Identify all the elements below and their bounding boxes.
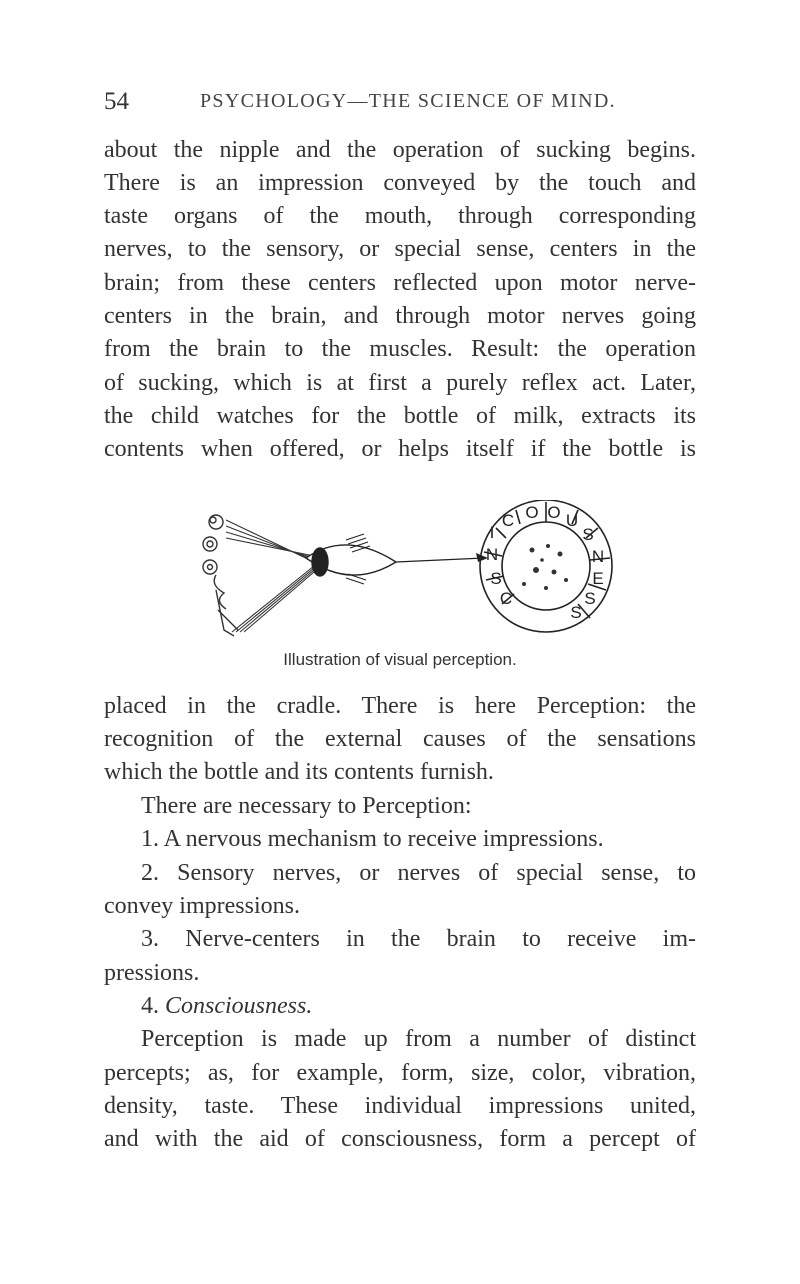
ring-letter: N bbox=[591, 547, 605, 566]
text-line: centers in the brain, and through motor nerves going bbox=[104, 303, 696, 329]
text-line: taste organs of the mouth, through corresponding bbox=[104, 203, 696, 229]
text-line: the child watches for the bottle of milk, extracts its bbox=[104, 403, 696, 429]
text-line: and with the aid of consciousness, form a percept of bbox=[104, 1126, 696, 1152]
visual-perception-illustration bbox=[196, 500, 616, 640]
page-header bbox=[104, 88, 696, 120]
list-item-4 bbox=[141, 993, 696, 1020]
list-item-3-cont: pressions. bbox=[104, 960, 200, 986]
flower-object-icon bbox=[203, 515, 238, 636]
list-item-2-cont: convey impressions. bbox=[104, 893, 300, 919]
ring-letter: S bbox=[570, 603, 582, 622]
ring-letter: I bbox=[489, 523, 495, 542]
list-item-4-text: Consciousness. bbox=[165, 993, 313, 1019]
page-number: 54 bbox=[104, 88, 129, 115]
ring-letter: U bbox=[565, 511, 579, 530]
text-line: There is an impression conveyed by the touch and bbox=[104, 170, 696, 196]
list-intro: There are necessary to Perception: bbox=[141, 793, 472, 819]
percept-dots bbox=[522, 544, 568, 590]
ring-letter: C bbox=[499, 589, 513, 608]
list-item-4-number: 4. bbox=[141, 993, 159, 1019]
text-line: contents when offered, or helps itself if the bottle is bbox=[104, 436, 696, 462]
ring-letter: S bbox=[584, 589, 596, 608]
eye-icon bbox=[306, 534, 396, 584]
brain-consciousness-icon bbox=[480, 500, 612, 632]
optic-nerve-line bbox=[396, 558, 484, 562]
ring-letter: O bbox=[547, 503, 561, 522]
ring-letter: S bbox=[490, 569, 502, 588]
text-line: of sucking, which is at first a purely reflex act. Later, bbox=[104, 370, 696, 396]
text-line: recognition of the external causes of the sensations bbox=[104, 726, 696, 752]
text-line: about the nipple and the operation of sucking begins. bbox=[104, 137, 696, 163]
list-item-2: 2. Sensory nerves, or nerves of special sense, to bbox=[141, 860, 696, 886]
text-line: density, taste. These individual impressions united, bbox=[104, 1093, 696, 1119]
list-item-1: 1. A nervous mechanism to receive impressions. bbox=[141, 826, 604, 852]
ring-letter: O bbox=[525, 503, 539, 522]
ring-letter: E bbox=[592, 569, 604, 588]
text-line: nerves, to the sensory, or special sense, centers in the bbox=[104, 236, 696, 262]
text-line: percepts; as, for example, form, size, color, vibration, bbox=[104, 1060, 696, 1086]
ring-letter: C bbox=[501, 511, 515, 530]
text-line: brain; from these centers reflected upon motor nerve- bbox=[104, 270, 696, 296]
text-line: from the brain to the muscles. Result: the operation bbox=[104, 336, 696, 362]
running-title: PSYCHOLOGY—THE SCIENCE OF MIND. bbox=[200, 90, 616, 112]
light-rays bbox=[226, 520, 314, 632]
figure-caption: Illustration of visual perception. bbox=[283, 650, 517, 669]
ring-letter: S bbox=[582, 525, 594, 544]
text-line: placed in the cradle. There is here Perception: the bbox=[104, 693, 696, 719]
ring-letter: N bbox=[485, 545, 499, 564]
list-item-3: 3. Nerve-centers in the brain to receive im- bbox=[141, 926, 696, 952]
text-line: Perception is made up from a number of distinct bbox=[141, 1026, 696, 1052]
text-line: which the bottle and its contents furnish. bbox=[104, 759, 494, 785]
